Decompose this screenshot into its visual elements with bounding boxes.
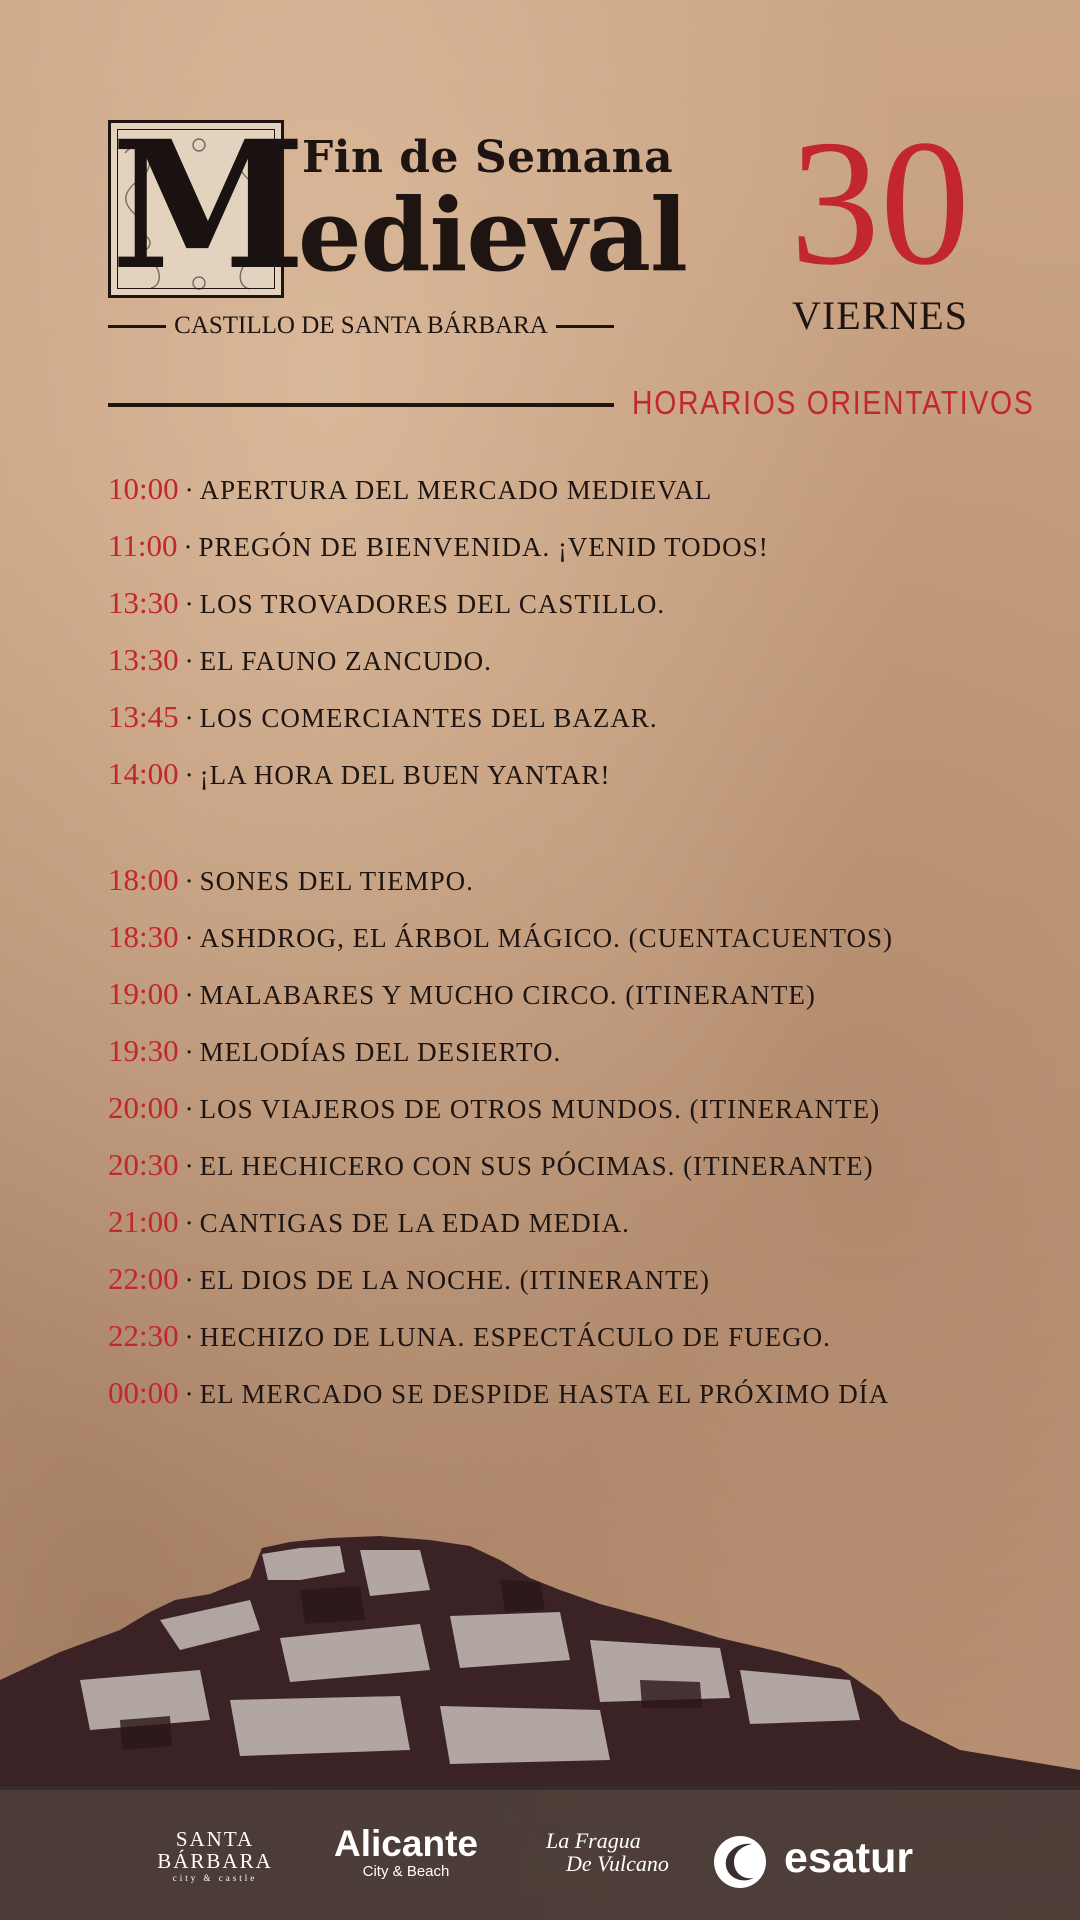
santa-barbara-logo-line2: BÁRBARA [157, 1849, 273, 1873]
section-divider [108, 403, 614, 407]
schedule-row [108, 586, 665, 621]
schedule-activity: LOS VIAJEROS DE OTROS MUNDOS. (ITINERANTE) [199, 1094, 881, 1124]
schedule-activity: LOS COMERCIANTES DEL BAZAR. [199, 703, 658, 733]
schedule-separator: · [184, 1322, 194, 1352]
schedule-activity: PREGÓN DE BIENVENIDA. ¡VENID TODOS! [198, 532, 769, 562]
venue-rule-right [556, 325, 614, 328]
schedule-time: 13:30 [108, 642, 179, 677]
schedule-activity: EL DIOS DE LA NOCHE. (ITINERANTE) [199, 1265, 711, 1295]
schedule-separator: · [184, 1379, 194, 1409]
schedule-time: 20:30 [108, 1147, 179, 1182]
schedule-separator: · [184, 703, 194, 733]
schedule-time: 22:00 [108, 1261, 179, 1296]
venue-line [108, 312, 614, 340]
schedule-activity: MELODÍAS DEL DESIERTO. [199, 1037, 562, 1067]
esatur-mark-icon [712, 1834, 770, 1890]
schedule-activity: ASHDROG, EL ÁRBOL MÁGICO. (CUENTACUENTOS) [199, 923, 893, 953]
illuminated-m-icon [108, 102, 306, 309]
schedule-time: 21:00 [108, 1204, 179, 1239]
santa-barbara-logo [150, 1828, 280, 1884]
schedule-separator: · [184, 475, 194, 505]
schedule-time: 00:00 [108, 1375, 179, 1410]
fragua-vulcano-logo [538, 1830, 678, 1876]
castle-illustration [0, 1520, 1080, 1790]
alicante-logo [318, 1824, 494, 1880]
schedule-separator: · [184, 646, 194, 676]
schedule-separator: · [184, 866, 194, 896]
schedule-separator: · [184, 589, 194, 619]
section-title: HORARIOS ORIENTATIVOS [632, 384, 1035, 421]
venue-rule-left [108, 325, 166, 328]
schedule-activity: LOS TROVADORES DEL CASTILLO. [199, 589, 666, 619]
schedule-row [108, 700, 658, 735]
alicante-logo-line2: City & Beach [362, 1863, 450, 1880]
schedule-activity: SONES DEL TIEMPO. [199, 866, 474, 896]
schedule-separator: · [184, 1208, 194, 1238]
schedule-separator: · [184, 923, 194, 953]
schedule-activity: ¡LA HORA DEL BUEN YANTAR! [199, 760, 611, 790]
schedule-separator: · [184, 1151, 194, 1181]
schedule-row [108, 920, 893, 955]
schedule-activity: MALABARES Y MUCHO CIRCO. (ITINERANTE) [199, 980, 816, 1010]
schedule-time: 19:00 [108, 976, 179, 1011]
schedule-row [108, 1034, 561, 1069]
schedule-row [108, 1148, 874, 1183]
santa-barbara-logo-line1: SANTA [175, 1827, 255, 1851]
schedule-separator: · [183, 532, 193, 562]
schedule-activity: EL MERCADO SE DESPIDE HASTA EL PRÓXIMO DÍA [199, 1379, 890, 1409]
day-name: VIERNES [792, 293, 968, 338]
schedule-activity: EL HECHICERO CON SUS PÓCIMAS. (ITINERANTE) [199, 1151, 874, 1181]
schedule-time: 22:30 [108, 1318, 179, 1353]
esatur-logo [712, 1830, 932, 1890]
schedule-separator: · [184, 1094, 194, 1124]
schedule-time: 19:30 [108, 1033, 179, 1068]
schedule-time: 13:45 [108, 699, 179, 734]
schedule-time: 14:00 [108, 756, 179, 791]
santa-barbara-logo-line3: city & castle [172, 1873, 258, 1883]
schedule-time: 13:30 [108, 585, 179, 620]
schedule-row [108, 1262, 710, 1297]
schedule-time: 18:00 [108, 862, 179, 897]
schedule-row [108, 863, 474, 898]
schedule-time: 20:00 [108, 1090, 179, 1125]
schedule-activity: EL FAUNO ZANCUDO. [199, 646, 492, 676]
schedule-row [108, 1319, 831, 1354]
schedule-separator: · [184, 980, 194, 1010]
schedule-separator: · [184, 1037, 194, 1067]
schedule-activity: CANTIGAS DE LA EDAD MEDIA. [199, 1208, 630, 1238]
alicante-logo-line1: Alicante [334, 1823, 478, 1864]
schedule-separator: · [184, 760, 194, 790]
day-number: 30 [790, 103, 970, 302]
schedule-row [108, 757, 610, 792]
schedule-row [108, 529, 769, 564]
schedule-row [108, 1091, 880, 1126]
schedule-activity: APERTURA DEL MERCADO MEDIEVAL [199, 475, 713, 505]
decorative-initial: M [111, 102, 306, 309]
venue-name: CASTILLO DE SANTA BÁRBARA [174, 312, 548, 339]
fragua-logo-line2: De Vulcano [566, 1851, 669, 1876]
esatur-logo-text: esatur [784, 1834, 914, 1882]
schedule-activity: HECHIZO DE LUNA. ESPECTÁCULO DE FUEGO. [199, 1322, 831, 1352]
schedule-row [108, 977, 816, 1012]
schedule-row [108, 643, 492, 678]
schedule-separator: · [184, 1265, 194, 1295]
fragua-logo-line1: La Fragua [546, 1828, 641, 1853]
schedule-row [108, 1205, 630, 1240]
schedule-row [108, 472, 712, 507]
schedule-time: 11:00 [108, 528, 178, 563]
event-title-large: edieval [298, 176, 688, 294]
schedule-time: 10:00 [108, 471, 179, 506]
event-title-small: Fin de Semana [302, 132, 674, 183]
schedule-time: 18:30 [108, 919, 179, 954]
schedule-row [108, 1376, 889, 1411]
